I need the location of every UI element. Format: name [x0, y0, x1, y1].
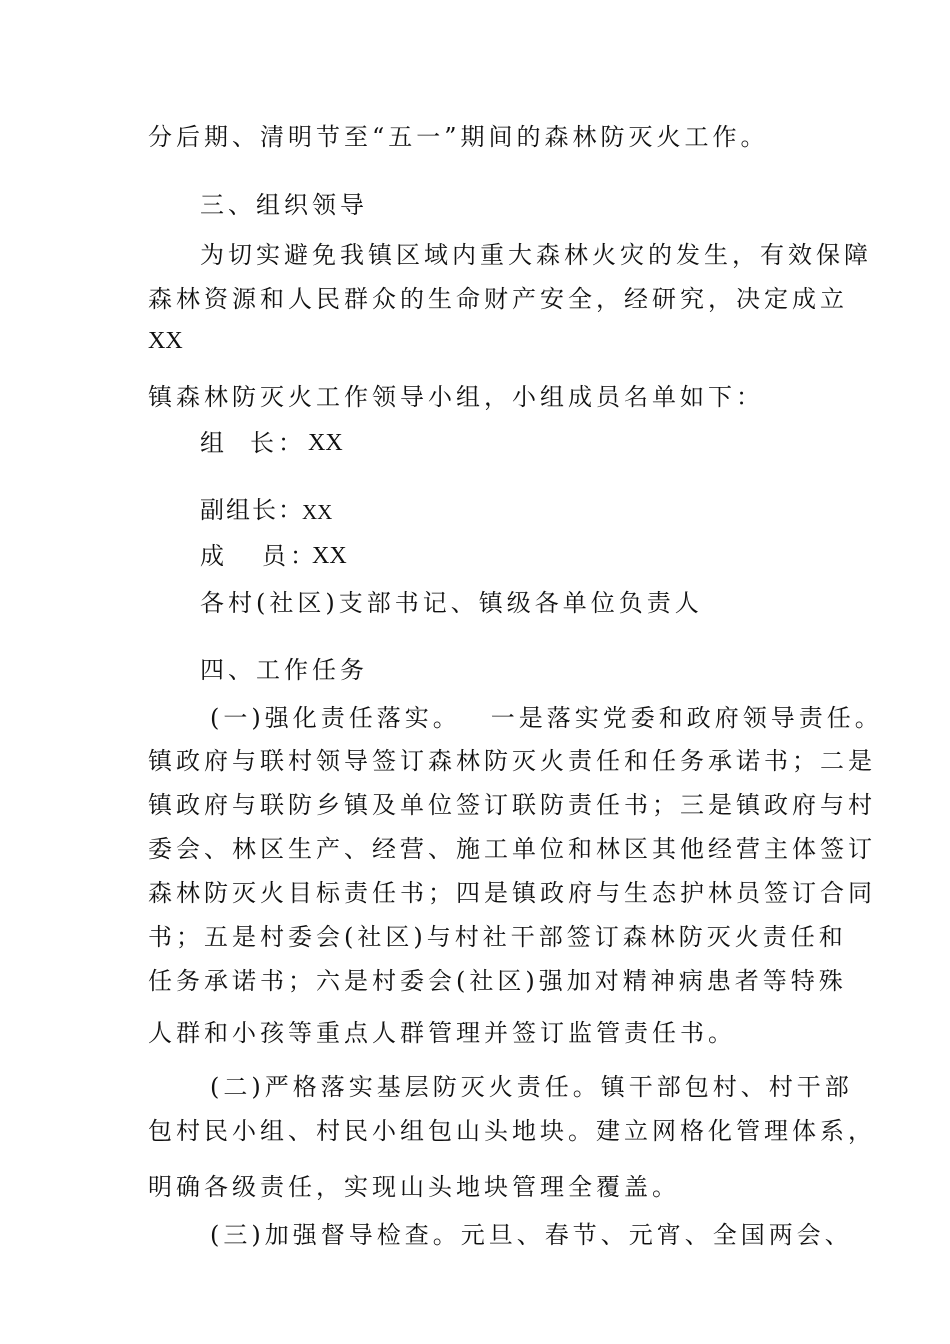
paragraph-line: 委会、林区生产、经营、施工单位和林区其他经营主体签订: [148, 835, 876, 863]
paragraph-line: XX: [148, 328, 183, 354]
paragraph-line: (二)严格落实基层防灭火责任。镇干部包村、村干部: [210, 1073, 853, 1101]
paragraph-line: 镇政府与联村领导签订森林防灭火责任和任务承诺书；二是: [148, 747, 876, 775]
leader-value: XX: [308, 430, 343, 456]
paragraph-line: 明确各级责任，实现山头地块管理全覆盖。: [148, 1173, 680, 1201]
paragraph-line: 分后期、清明节至“五一”期间的森林防灭火工作。: [148, 123, 769, 151]
paragraph-line: 镇政府与联防乡镇及单位签订联防责任书；三是镇政府与村: [148, 791, 876, 819]
leader-label: 组 长：: [200, 429, 306, 457]
paragraph-line: (三)加强督导检查。元旦、春节、元宵、全国两会、: [210, 1221, 853, 1249]
paragraph-line: 森林防灭火目标责任书；四是镇政府与生态护林员签订合同: [148, 879, 876, 907]
paragraph-line: 人群和小孩等重点人群管理并签订监管责任书。: [148, 1019, 736, 1047]
paragraph-line: 镇森林防灭火工作领导小组，小组成员名单如下：: [148, 383, 764, 411]
paragraph-line: 包村民小组、村民小组包山头地块。建立网格化管理体系，: [148, 1117, 876, 1145]
subheading-responsibility: (一)强化责任落实。: [210, 704, 461, 732]
member-value: XX: [312, 543, 347, 569]
paragraph-line: 各村(社区)支部书记、镇级各单位负责人: [200, 589, 703, 617]
paragraph-line: 为切实避免我镇区域内重大森林火灾的发生，有效保障: [200, 241, 872, 269]
section-heading-tasks: 四、工作任务: [200, 656, 368, 684]
member-label: 成 员：: [200, 542, 318, 570]
paragraph-line: 任务承诺书；六是村委会(社区)强加对精神病患者等特殊: [148, 967, 847, 995]
paragraph-line: (一)强化责任落实。 一是落实党委和政府领导责任。: [210, 704, 883, 732]
section-heading-organization: 三、组织领导: [200, 191, 368, 219]
deputy-leader-value: XX: [302, 500, 333, 524]
deputy-leader-label: 副组长：: [200, 496, 304, 524]
paragraph-line: 森林资源和人民群众的生命财产安全，经研究，决定成立: [148, 285, 848, 313]
paragraph-line: 书；五是村委会(社区)与村社干部签订森林防灭火责任和: [148, 923, 847, 951]
